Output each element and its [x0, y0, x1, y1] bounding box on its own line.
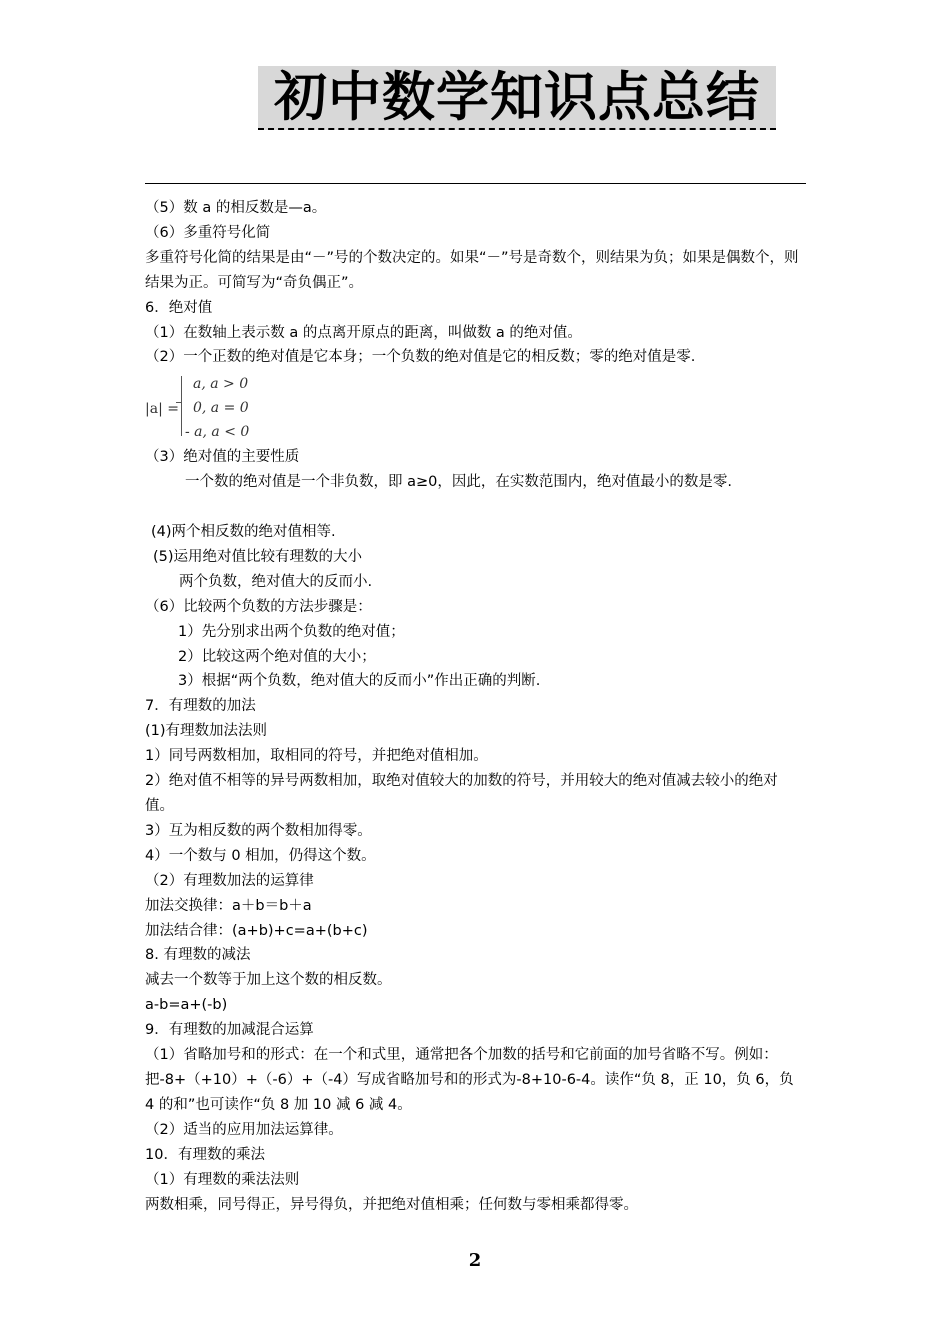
- paragraph: （2）适当的应用加法运算律。: [145, 1121, 343, 1138]
- section-heading: 6．绝对值: [145, 299, 213, 316]
- paragraph: (4)两个相反数的绝对值相等.: [151, 524, 336, 541]
- formula-lhs: |a| =: [145, 401, 179, 418]
- paragraph: (1)有理数加法法则: [145, 723, 268, 740]
- section-heading: 9．有理数的加减混合运算: [145, 1022, 314, 1039]
- section-heading: 8. 有理数的减法: [145, 947, 251, 964]
- paragraph: 减去一个数等于加上这个数的相反数。: [145, 972, 392, 989]
- list-item: 2）比较这两个绝对值的大小；: [178, 648, 376, 665]
- formula-case: - a, a < 0: [185, 424, 250, 441]
- paragraph: （1）省略加号和的形式：在一个和式里，通常把各个加数的括号和它前面的加号省略不写。例如：把-8+（+10）+（-6）+（-4）写成省略加号和的形式为-8+10-6-4。读作“负 8，正 10，负 6，负 4 的和”也可读作“负 8 加 10 减 6 减 4。: [145, 1047, 794, 1113]
- paragraph: （2）有理数加法的运算律: [145, 872, 314, 889]
- paragraph: （1）有理数的乘法法则: [145, 1171, 300, 1188]
- section-heading: 7．有理数的加法: [145, 698, 256, 715]
- paragraph: 多重符号化简的结果是由“－”号的个数决定的。如果“－”号是奇数个，则结果为负；如果是偶数个，则结果为正。可简写为“奇负偶正”。: [145, 249, 799, 291]
- paragraph: a-b=a+(-b): [145, 997, 228, 1014]
- spacer: [145, 495, 806, 520]
- paragraph: 两数相乘，同号得正，异号得负，并把绝对值相乘；任何数与零相乘都得零。: [145, 1196, 638, 1213]
- formula-case: 0, a = 0: [193, 400, 249, 417]
- formula-case: a, a > 0: [193, 376, 249, 393]
- paragraph: （3）绝对值的主要性质: [145, 449, 300, 466]
- list-item: 1）先分别求出两个负数的绝对值；: [178, 623, 405, 640]
- page-number: 2: [468, 1250, 482, 1271]
- paragraph: 4）一个数与 0 相加，仍得这个数。: [145, 847, 376, 864]
- absolute-value-formula: [145, 372, 806, 442]
- document-body: [145, 196, 806, 1217]
- paragraph: （6）比较两个负数的方法步骤是：: [145, 598, 372, 615]
- section-heading: 10．有理数的乘法: [145, 1146, 265, 1163]
- header-rule: [145, 183, 806, 184]
- list-item: 3）根据“两个负数，绝对值大的反而小”作出正确的判断.: [178, 673, 541, 690]
- paragraph: 两个负数，绝对值大的反而小.: [179, 573, 373, 590]
- paragraph: （6）多重符号化简: [145, 224, 271, 241]
- paragraph: (5)运用绝对值比较有理数的大小: [153, 548, 363, 565]
- paragraph: （5）数 a 的相反数是—a。: [145, 200, 327, 216]
- paragraph: （2）一个正数的绝对值是它本身；一个负数的绝对值是它的相反数；零的绝对值是零.: [145, 349, 696, 366]
- paragraph: 加法结合律：(a+b)+c=a+(b+c): [145, 922, 368, 939]
- paragraph: 2）绝对值不相等的异号两数相加，取绝对值较大的加数的符号，并用较大的绝对值减去较小的绝对值。: [145, 773, 778, 815]
- paragraph: 一个数的绝对值是一个非负数，即 a≥0，因此，在实数范围内，绝对值最小的数是零.: [185, 474, 732, 491]
- paragraph: 1）同号两数相加，取相同的符号，并把绝对值相加。: [145, 748, 488, 765]
- paragraph: 加法交换律：a＋b＝b＋a: [145, 897, 312, 914]
- paragraph: 3）互为相反数的两个数相加得零。: [145, 822, 372, 839]
- paragraph: （1）在数轴上表示数 a 的点离开原点的距离，叫做数 a 的绝对值。: [145, 324, 582, 341]
- page-title: 初中数学知识点总结: [258, 66, 776, 130]
